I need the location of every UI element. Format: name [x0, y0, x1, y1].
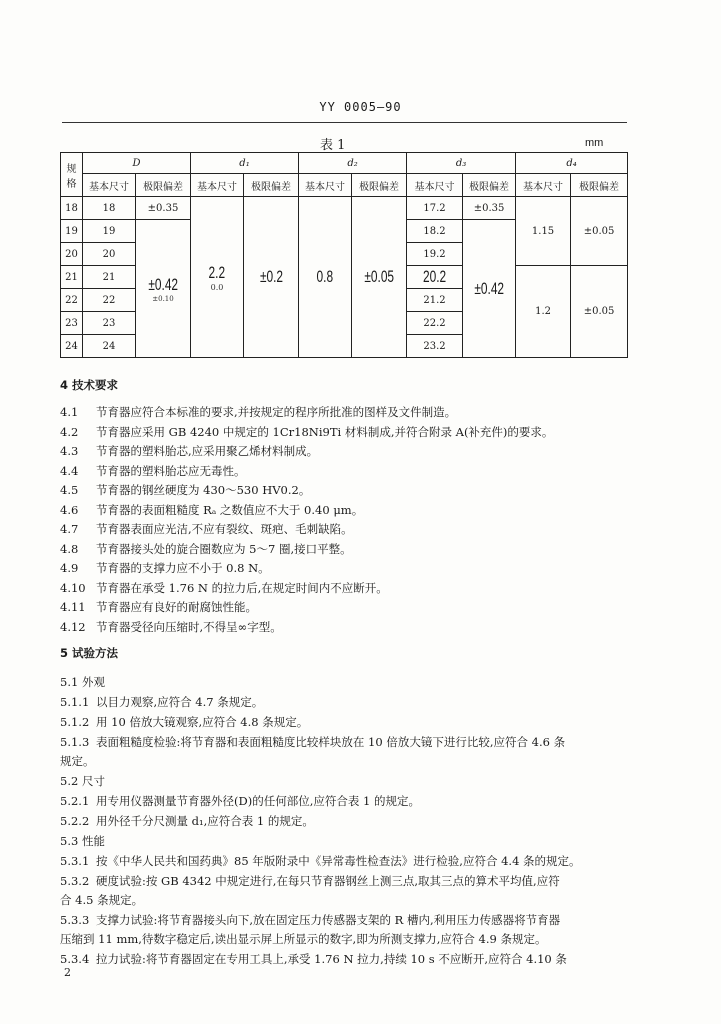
clause-number: 4.3: [60, 444, 79, 458]
group-d3: d₃: [407, 153, 516, 174]
table-cell: 1.2: [516, 266, 571, 358]
clause-4-2: [60, 424, 553, 440]
clause-4-9: [60, 560, 270, 576]
clause-text: 节育器的支撑力应不小于 0.8 N。: [96, 561, 270, 575]
table-cell: 21: [61, 266, 83, 289]
clause-number: 4.1: [60, 405, 79, 419]
clause-5-3-2-cont: 合 4.5 条规定。: [60, 893, 144, 907]
table-cell: ±0.35: [136, 197, 191, 220]
table-cell: ±0.2: [244, 197, 299, 358]
clause-5-1-3: 5.1.3 表面粗糙度检验:将节育器和表面粗糙度比较样块放在 10 倍放大镜下进行比较,应符合 4.6 条: [60, 735, 566, 749]
clause-number: 4.11: [60, 600, 86, 614]
table-cell: 23: [61, 312, 83, 335]
sub-limit: 极限偏差: [571, 174, 628, 197]
table-cell: 23: [83, 312, 136, 335]
group-D: D: [83, 153, 191, 174]
table-cell: 21: [83, 266, 136, 289]
table-cell: 0.8: [299, 197, 352, 358]
table-cell: 18.2: [407, 220, 463, 243]
table-cell: 17.2: [407, 197, 463, 220]
clause-text: 节育器应有良好的耐腐蚀性能。: [96, 600, 257, 614]
clause-text: 节育器应采用 GB 4240 中规定的 1Cr18Ni9Ti 材料制成,并符合附录 A(补充件)的要求。: [96, 424, 554, 439]
clause-number: 4.8: [60, 541, 79, 556]
table-cell: ±0.42 ±0.10: [136, 220, 191, 358]
header-code: YY 0005—90: [319, 100, 402, 114]
table-cell: 18: [83, 197, 136, 220]
clause-text: 节育器在承受 1.76 N 的拉力后,在规定时间内不应断开。: [96, 580, 388, 595]
clause-4-11: [60, 599, 257, 615]
clause-4-5: [60, 482, 310, 498]
clause-5-2-2: 5.2.2 用外径千分尺测量 d₁,应符合表 1 的规定。: [60, 814, 314, 828]
subsection-5-2: 5.2 尺寸: [60, 774, 105, 788]
group-d4: d₄: [516, 153, 628, 174]
page-number: 2: [64, 966, 71, 979]
clause-text: 节育器的塑料胎芯应无毒性。: [96, 463, 246, 478]
table-cell: ±0.42: [463, 220, 516, 358]
table-cell: 20.2: [407, 266, 463, 289]
table-cell: 1.15: [516, 197, 571, 266]
clause-5-1-1: 5.1.1 以目力观察,应符合 4.7 条规定。: [60, 695, 264, 709]
clause-5-3-2: 5.3.2 硬度试验:按 GB 4342 中规定进行,在每只节育器钢丝上测三点,取其三点的算术平均值,应符: [60, 874, 560, 888]
clause-4-1: [60, 404, 456, 420]
section-5-title: 5 试验方法: [60, 646, 119, 660]
table-cell: ±0.05: [571, 266, 628, 358]
clause-number: 4.4: [60, 463, 79, 478]
clause-4-4: [60, 463, 246, 479]
subsection-5-1: 5.1 外观: [60, 675, 105, 689]
clause-text: 节育器表面应光洁,不应有裂纹、斑疤、毛刺缺陷。: [96, 522, 353, 536]
clause-4-3: [60, 443, 318, 459]
clause-number: 4.7: [60, 522, 79, 536]
table-cell: ±0.35: [463, 197, 516, 220]
subsection-5-3: 5.3 性能: [60, 834, 105, 848]
clause-5-1-3-cont: 规定。: [60, 754, 95, 768]
clause-number: 4.10: [60, 580, 86, 595]
table-title: 表 1: [320, 138, 346, 153]
spec-table: [60, 152, 628, 358]
clause-5-3-3-cont: 压缩到 11 mm,待数字稳定后,读出显示屏上所显示的数字,即为所测支撑力,应符合 4.9 条规定。: [60, 932, 547, 946]
table-cell: 22: [83, 289, 136, 312]
table-cell: 24: [61, 335, 83, 358]
header-rule: [62, 122, 627, 123]
sub-basic: 基本尺寸: [191, 174, 244, 197]
clause-4-6: [60, 502, 363, 518]
table-cell: 2.2 0.0: [191, 197, 244, 358]
clause-5-1-2: 5.1.2 用 10 倍放大镜观察,应符合 4.8 条规定。: [60, 715, 309, 729]
clause-4-8: [60, 541, 352, 557]
clause-text: 节育器接头处的旋合圈数应为 5～7 圈,接口平整。: [96, 541, 352, 556]
spec-header: 规 格: [61, 153, 83, 197]
clause-5-3-3: 5.3.3 支撑力试验:将节育器接头向下,放在固定压力传感器支架的 R 槽内,利用压力传感器将节育器: [60, 913, 561, 927]
clause-5-3-1: 5.3.1 按《中华人民共和国药典》85 年版附录中《异常毒性检查法》进行检验,应符合 4.4 条的规定。: [60, 854, 581, 868]
clause-number: 4.9: [60, 561, 79, 575]
clause-5-3-4: 5.3.4 拉力试验:将节育器固定在专用工具上,承受 1.76 N 拉力,持续 10 s 不应断开,应符合 4.10 条: [60, 952, 567, 966]
sub-limit: 极限偏差: [136, 174, 191, 197]
clause-number: 4.12: [60, 619, 86, 634]
clause-4-10: [60, 580, 388, 596]
table-cell: 24: [83, 335, 136, 358]
clause-text: 节育器的钢丝硬度为 430～530 HV0.2。: [96, 483, 311, 497]
clause-4-12: [60, 619, 282, 635]
table-cell: 19: [61, 220, 83, 243]
clause-text: 节育器受径向压缩时,不得呈∞字型。: [96, 619, 282, 634]
sub-basic: 基本尺寸: [299, 174, 352, 197]
clause-text: 节育器的塑料胎芯,应采用聚乙烯材料制成。: [96, 444, 319, 458]
clause-text: 节育器应符合本标准的要求,并按规定的程序所批准的图样及文件制造。: [96, 405, 457, 419]
clause-4-7: [60, 521, 353, 537]
sub-limit: 极限偏差: [463, 174, 516, 197]
table-cell: 22: [61, 289, 83, 312]
table-cell: 19.2: [407, 243, 463, 266]
table-cell: 18: [61, 197, 83, 220]
table-cell: 23.2: [407, 335, 463, 358]
sub-limit: 极限偏差: [244, 174, 299, 197]
clause-number: 4.2: [60, 424, 79, 439]
group-d1: d₁: [191, 153, 299, 174]
clause-5-2-1: 5.2.1 用专用仪器测量节育器外径(D)的任何部位,应符合表 1 的规定。: [60, 794, 420, 808]
clause-number: 4.6: [60, 502, 79, 517]
group-d2: d₂: [299, 153, 407, 174]
sub-basic: 基本尺寸: [407, 174, 463, 197]
table-cell: ±0.05: [571, 197, 628, 266]
table-cell: ±0.05: [352, 197, 407, 358]
table-unit: mm: [585, 137, 604, 149]
table-cell: 20: [83, 243, 136, 266]
sub-basic: 基本尺寸: [516, 174, 571, 197]
table-cell: 21.2: [407, 289, 463, 312]
clause-text: 节育器的表面粗糙度 Rₐ 之数值应不大于 0.40 μm。: [96, 502, 364, 517]
sub-limit: 极限偏差: [352, 174, 407, 197]
table-cell: 20: [61, 243, 83, 266]
sub-basic: 基本尺寸: [83, 174, 136, 197]
section-4-title: 4 技术要求: [60, 378, 119, 392]
table-cell: 22.2: [407, 312, 463, 335]
clause-number: 4.5: [60, 483, 79, 497]
table-cell: 19: [83, 220, 136, 243]
